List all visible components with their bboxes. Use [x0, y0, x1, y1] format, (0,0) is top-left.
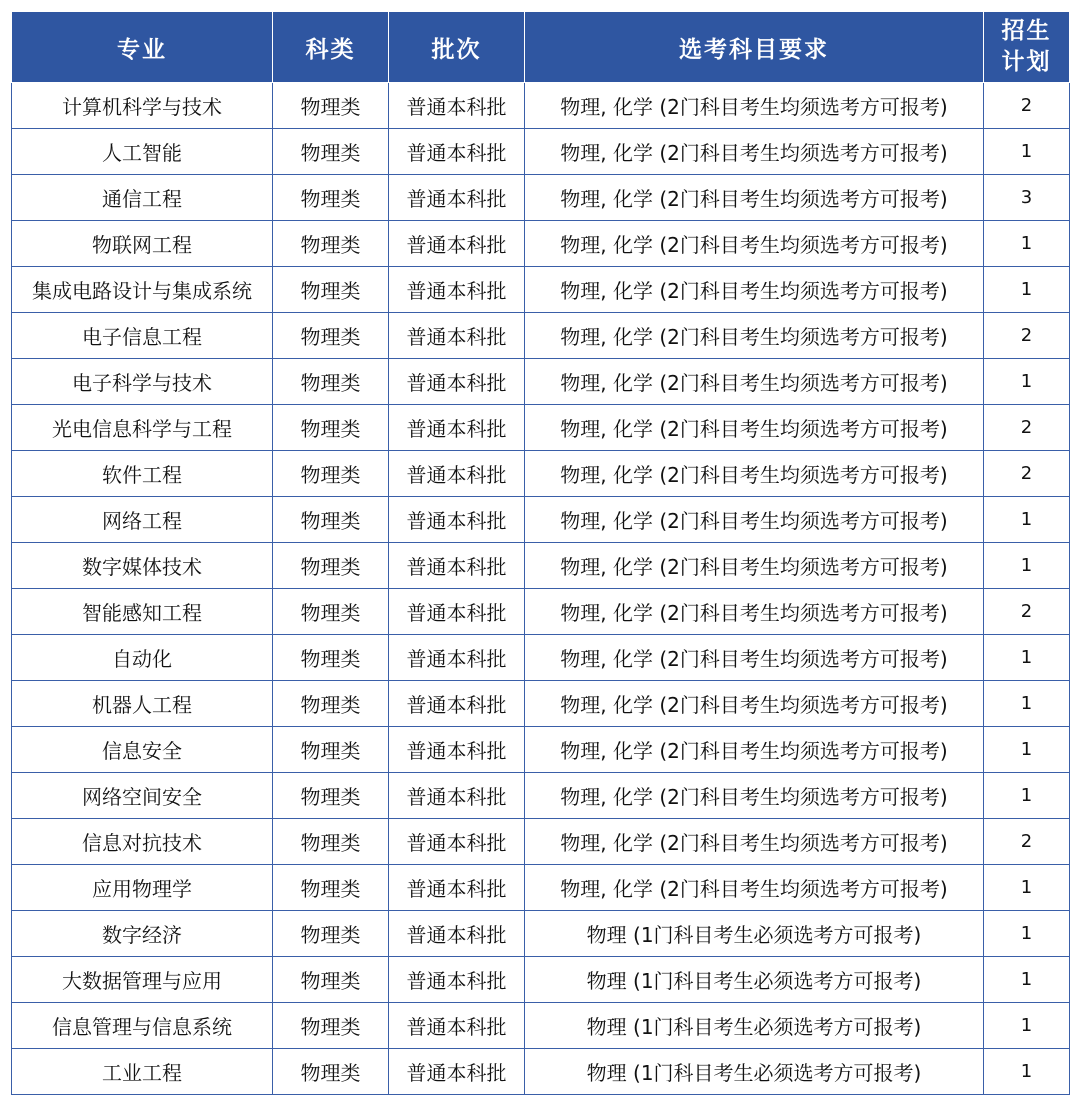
cell-plan: 1: [984, 359, 1070, 405]
cell-plan: 3: [984, 175, 1070, 221]
table-row: [12, 83, 1070, 129]
cell-requirement: 物理, 化学 (2门科目考生均须选考方可报考): [525, 451, 984, 497]
admission-plan-table: [11, 11, 1070, 1095]
cell-plan: 1: [984, 1049, 1070, 1095]
cell-major: 电子科学与技术: [12, 359, 273, 405]
admission-table-container: [11, 11, 1069, 1095]
cell-plan: 1: [984, 543, 1070, 589]
cell-category: 物理类: [273, 359, 389, 405]
cell-plan: 2: [984, 83, 1070, 129]
cell-major: 电子信息工程: [12, 313, 273, 359]
cell-category: 物理类: [273, 267, 389, 313]
cell-plan: 1: [984, 635, 1070, 681]
table-row: [12, 543, 1070, 589]
cell-requirement: 物理, 化学 (2门科目考生均须选考方可报考): [525, 497, 984, 543]
cell-category: 物理类: [273, 819, 389, 865]
cell-category: 物理类: [273, 681, 389, 727]
table-row: [12, 727, 1070, 773]
cell-category: 物理类: [273, 1003, 389, 1049]
cell-plan: 2: [984, 405, 1070, 451]
cell-batch: 普通本科批: [389, 911, 525, 957]
table-row: [12, 129, 1070, 175]
cell-requirement: 物理, 化学 (2门科目考生均须选考方可报考): [525, 405, 984, 451]
cell-plan: 1: [984, 497, 1070, 543]
cell-major: 信息管理与信息系统: [12, 1003, 273, 1049]
cell-plan: 1: [984, 1003, 1070, 1049]
cell-requirement: 物理, 化学 (2门科目考生均须选考方可报考): [525, 635, 984, 681]
cell-requirement: 物理, 化学 (2门科目考生均须选考方可报考): [525, 313, 984, 359]
cell-requirement: 物理, 化学 (2门科目考生均须选考方可报考): [525, 359, 984, 405]
cell-batch: 普通本科批: [389, 129, 525, 175]
cell-category: 物理类: [273, 635, 389, 681]
table-row: [12, 681, 1070, 727]
cell-major: 信息安全: [12, 727, 273, 773]
cell-major: 光电信息科学与工程: [12, 405, 273, 451]
cell-batch: 普通本科批: [389, 313, 525, 359]
header-requirement: 选考科目要求: [525, 12, 984, 83]
table-body: [12, 83, 1070, 1095]
cell-plan: 1: [984, 911, 1070, 957]
table-row: [12, 1003, 1070, 1049]
header-batch: 批次: [389, 12, 525, 83]
table-row: [12, 911, 1070, 957]
cell-category: 物理类: [273, 497, 389, 543]
cell-batch: 普通本科批: [389, 451, 525, 497]
cell-requirement: 物理 (1门科目考生必须选考方可报考): [525, 957, 984, 1003]
cell-category: 物理类: [273, 773, 389, 819]
cell-major: 应用物理学: [12, 865, 273, 911]
cell-requirement: 物理, 化学 (2门科目考生均须选考方可报考): [525, 267, 984, 313]
cell-batch: 普通本科批: [389, 865, 525, 911]
header-plan-line1: 招生: [1001, 18, 1052, 44]
table-row: [12, 497, 1070, 543]
cell-requirement: 物理, 化学 (2门科目考生均须选考方可报考): [525, 175, 984, 221]
cell-batch: 普通本科批: [389, 727, 525, 773]
cell-category: 物理类: [273, 129, 389, 175]
cell-category: 物理类: [273, 727, 389, 773]
table-row: [12, 773, 1070, 819]
cell-major: 智能感知工程: [12, 589, 273, 635]
cell-batch: 普通本科批: [389, 589, 525, 635]
cell-category: 物理类: [273, 83, 389, 129]
cell-category: 物理类: [273, 865, 389, 911]
cell-batch: 普通本科批: [389, 221, 525, 267]
cell-plan: 1: [984, 727, 1070, 773]
cell-requirement: 物理 (1门科目考生必须选考方可报考): [525, 911, 984, 957]
cell-batch: 普通本科批: [389, 359, 525, 405]
cell-batch: 普通本科批: [389, 819, 525, 865]
table-row: [12, 635, 1070, 681]
cell-requirement: 物理, 化学 (2门科目考生均须选考方可报考): [525, 129, 984, 175]
cell-category: 物理类: [273, 543, 389, 589]
cell-category: 物理类: [273, 313, 389, 359]
table-row: [12, 1049, 1070, 1095]
cell-major: 通信工程: [12, 175, 273, 221]
cell-plan: 1: [984, 773, 1070, 819]
table-row: [12, 267, 1070, 313]
cell-major: 网络工程: [12, 497, 273, 543]
cell-major: 人工智能: [12, 129, 273, 175]
table-row: [12, 451, 1070, 497]
table-row: [12, 865, 1070, 911]
cell-requirement: 物理, 化学 (2门科目考生均须选考方可报考): [525, 221, 984, 267]
cell-requirement: 物理, 化学 (2门科目考生均须选考方可报考): [525, 819, 984, 865]
header-row: [12, 12, 1070, 83]
table-row: [12, 175, 1070, 221]
cell-batch: 普通本科批: [389, 1049, 525, 1095]
table-row: [12, 405, 1070, 451]
cell-category: 物理类: [273, 911, 389, 957]
cell-category: 物理类: [273, 175, 389, 221]
cell-major: 计算机科学与技术: [12, 83, 273, 129]
cell-category: 物理类: [273, 221, 389, 267]
cell-batch: 普通本科批: [389, 681, 525, 727]
cell-requirement: 物理, 化学 (2门科目考生均须选考方可报考): [525, 543, 984, 589]
header-category: 科类: [273, 12, 389, 83]
cell-requirement: 物理, 化学 (2门科目考生均须选考方可报考): [525, 727, 984, 773]
cell-batch: 普通本科批: [389, 543, 525, 589]
cell-batch: 普通本科批: [389, 83, 525, 129]
table-row: [12, 221, 1070, 267]
cell-major: 信息对抗技术: [12, 819, 273, 865]
table-row: [12, 957, 1070, 1003]
cell-requirement: 物理, 化学 (2门科目考生均须选考方可报考): [525, 681, 984, 727]
cell-category: 物理类: [273, 1049, 389, 1095]
cell-plan: 1: [984, 681, 1070, 727]
cell-major: 工业工程: [12, 1049, 273, 1095]
cell-plan: 1: [984, 267, 1070, 313]
table-row: [12, 819, 1070, 865]
table-row: [12, 589, 1070, 635]
cell-requirement: 物理, 化学 (2门科目考生均须选考方可报考): [525, 589, 984, 635]
table-row: [12, 313, 1070, 359]
cell-plan: 2: [984, 819, 1070, 865]
cell-batch: 普通本科批: [389, 957, 525, 1003]
cell-plan: 2: [984, 451, 1070, 497]
cell-requirement: 物理 (1门科目考生必须选考方可报考): [525, 1049, 984, 1095]
cell-plan: 1: [984, 957, 1070, 1003]
cell-batch: 普通本科批: [389, 267, 525, 313]
cell-plan: 1: [984, 865, 1070, 911]
cell-major: 数字媒体技术: [12, 543, 273, 589]
cell-requirement: 物理 (1门科目考生必须选考方可报考): [525, 1003, 984, 1049]
cell-plan: 1: [984, 129, 1070, 175]
cell-major: 物联网工程: [12, 221, 273, 267]
cell-major: 机器人工程: [12, 681, 273, 727]
cell-plan: 2: [984, 589, 1070, 635]
cell-category: 物理类: [273, 589, 389, 635]
table-row: [12, 359, 1070, 405]
cell-major: 自动化: [12, 635, 273, 681]
cell-batch: 普通本科批: [389, 405, 525, 451]
cell-category: 物理类: [273, 405, 389, 451]
cell-batch: 普通本科批: [389, 175, 525, 221]
cell-category: 物理类: [273, 451, 389, 497]
header-major: 专业: [12, 12, 273, 83]
cell-plan: 1: [984, 221, 1070, 267]
cell-requirement: 物理, 化学 (2门科目考生均须选考方可报考): [525, 865, 984, 911]
cell-batch: 普通本科批: [389, 773, 525, 819]
cell-major: 软件工程: [12, 451, 273, 497]
cell-requirement: 物理, 化学 (2门科目考生均须选考方可报考): [525, 83, 984, 129]
cell-requirement: 物理, 化学 (2门科目考生均须选考方可报考): [525, 773, 984, 819]
cell-major: 集成电路设计与集成系统: [12, 267, 273, 313]
cell-category: 物理类: [273, 957, 389, 1003]
cell-batch: 普通本科批: [389, 635, 525, 681]
cell-major: 数字经济: [12, 911, 273, 957]
cell-major: 大数据管理与应用: [12, 957, 273, 1003]
cell-plan: 2: [984, 313, 1070, 359]
cell-batch: 普通本科批: [389, 497, 525, 543]
cell-major: 网络空间安全: [12, 773, 273, 819]
table-header: [12, 12, 1070, 83]
header-plan-line2: 计划: [1001, 49, 1052, 75]
header-plan: [984, 12, 1070, 83]
cell-batch: 普通本科批: [389, 1003, 525, 1049]
